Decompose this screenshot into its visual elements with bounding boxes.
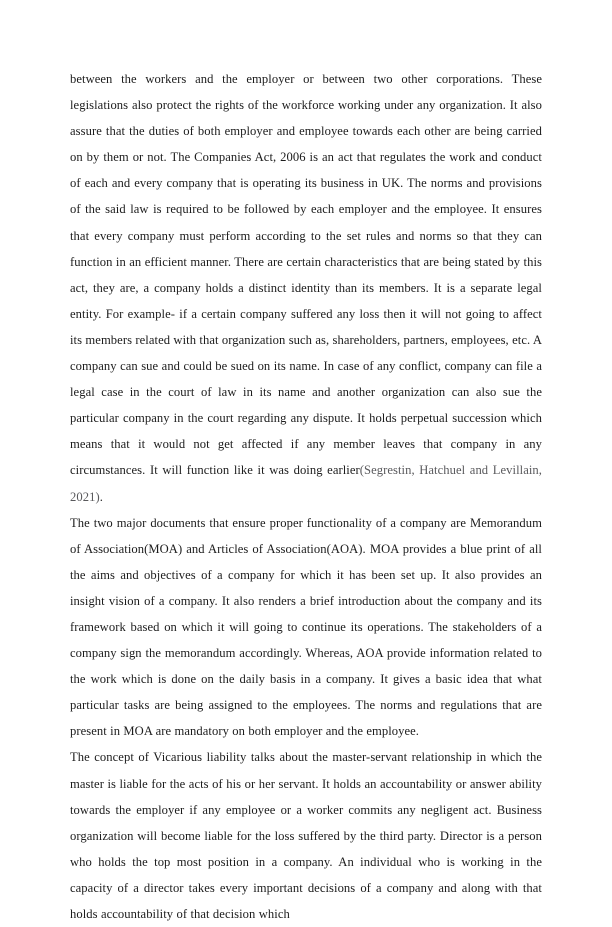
paragraph-1-text-before-citation: between the workers and the employer or between two other corporations. These legislations also protect the rights of the workforce working under any organization. It also assure that the duties of both employer and employee towards each other are being carried on by them or not. The Companies Act, 2006 is an act that regulates the work and conduct of each and every company that is operating its business in UK. The norms and provisions of the said law is required to be followed by each employer and the employee. It ensures that every company must perform according to the set rules and norms so that they can function in an efficient manner. There are certain characteristics that are being stated by this act, they are, a company holds a distinct identity than its members. It is a separate legal entity. For example- if a certain company suffered any loss then it will not going to affect its members related with that organization such as, shareholders, partners, employees, etc. A company can sue and could be sued on its name. In case of any conflict, company can file a legal case in the court of law in its name and another organization can also sue the particular company in the court regarding any dispute. It holds perpetual succession which means that it would not get affected if any member leaves that company in any circumstances. It will function like it was doing earlier — [70, 72, 542, 478]
page-text-body — [70, 66, 542, 927]
paragraph-3-text: The concept of Vicarious liability talks about the master-servant relationship in which the master is liable for the acts of his or her servant. It holds an accountability or answer ability towards the employer if any employee or a worker commits any negligent act. Business organization will become liable for the loss suffered by the third party. Director is a person who holds the top most position in a company. An individual who is working in the capacity of a director takes every important decisions of a company and along with that holds accountability of that decision which — [70, 750, 542, 921]
body-paragraph-2 — [70, 510, 542, 745]
inline-citation-segrestin: (Segrestin, Hatchuel and Levillain, 2021) — [70, 463, 542, 504]
body-paragraph-1 — [70, 66, 542, 510]
paragraph-2-text: The two major documents that ensure proper functionality of a company are Memorandum of Association(MOA) and Articles of Association(AOA). MOA provides a blue print of all the aims and objectives of a company for which it has been set up. It also provides an insight vision of a company. It also renders a brief introduction about the company and its framework based on which it will going to continue its operations. The stakeholders of a company sign the memorandum accordingly. Whereas, AOA provide information related to the work which is done on the daily basis in a company. It gives a basic idea that what particular tasks are being assigned to the employees. The norms and regulations that are present in MOA are mandatory on both employer and the employee. — [70, 515, 542, 739]
body-paragraph-3 — [70, 744, 542, 927]
paragraph-1-text-after-citation: . — [99, 489, 103, 504]
